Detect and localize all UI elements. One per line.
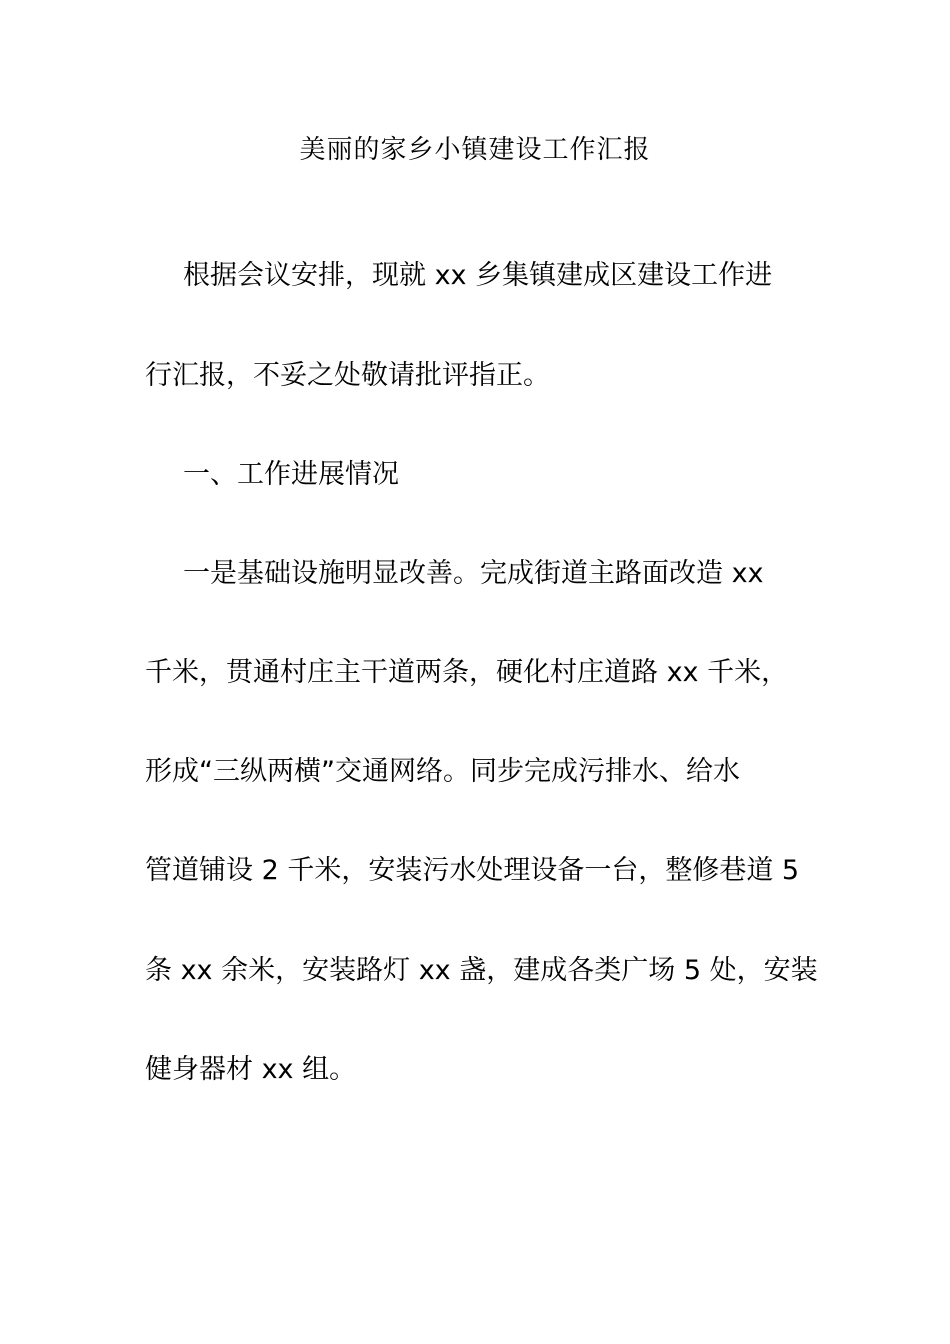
paragraph-1-line-2: 行汇报，不妥之处敬请批评指正。 [145, 360, 550, 391]
paragraph-2-line-6: 健身器材 xx 组。 [145, 1054, 357, 1085]
section-heading: 一、工作进展情况 [183, 459, 399, 490]
paragraph-1-line-1: 根据会议安排，现就 xx 乡集镇建成区建设工作进 [183, 260, 773, 291]
document-title: 美丽的家乡小镇建设工作汇报 [299, 135, 651, 165]
paragraph-2-line-1: 一是基础设施明显改善。完成街道主路面改造 xx [183, 558, 764, 589]
paragraph-2-line-4: 管道铺设 2 千米，安装污水处理设备一台，整修巷道 5 [145, 855, 800, 886]
paragraph-2-line-2: 千米，贯通村庄主干道两条，硬化村庄道路 xx 千米， [145, 657, 789, 688]
paragraph-2-line-3: 形成“三纵两横”交通网络。同步完成污排水、给水 [145, 756, 740, 787]
paragraph-2-line-5: 条 xx 余米，安装路灯 xx 盏，建成各类广场 5 处，安装 [145, 955, 818, 986]
